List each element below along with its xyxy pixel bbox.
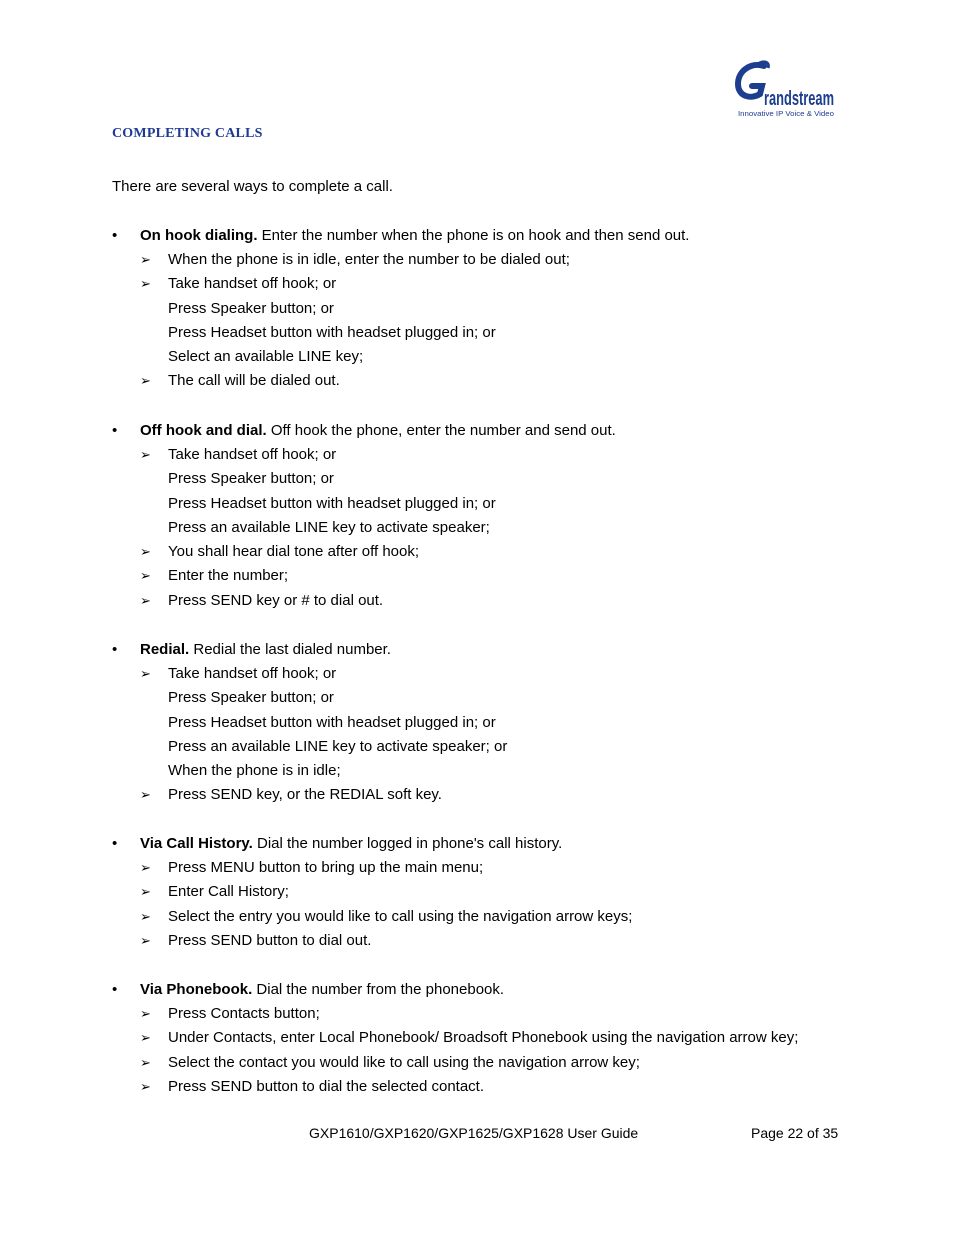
arrow-bullet-icon: ➢ bbox=[140, 908, 151, 924]
step-text: Take handset off hook; or bbox=[168, 275, 337, 293]
arrow-bullet-icon: ➢ bbox=[140, 1078, 151, 1094]
bullet-text bbox=[140, 641, 391, 659]
arrow-bullet-icon: ➢ bbox=[140, 276, 151, 292]
step-text: Press an available LINE key to activate speaker; bbox=[168, 518, 490, 536]
bullet-icon: • bbox=[112, 981, 118, 998]
step-text: Press MENU button to bring up the main menu; bbox=[168, 859, 484, 876]
bullet-item bbox=[112, 835, 852, 859]
method-title: Via Call History. bbox=[140, 835, 253, 852]
step-item bbox=[112, 932, 852, 956]
bullet-text bbox=[140, 227, 689, 245]
method-title: On hook dialing. bbox=[140, 227, 258, 244]
method-title: Off hook and dial. bbox=[140, 422, 267, 439]
step-item bbox=[112, 762, 852, 786]
step-text: Press SEND key or # to dial out. bbox=[168, 591, 384, 609]
step-item bbox=[112, 446, 852, 470]
step-text: Select the entry you would like to call using the navigation arrow keys; bbox=[168, 907, 633, 925]
call-method-section bbox=[112, 227, 852, 397]
step-item bbox=[112, 519, 852, 543]
logo-wordmark: randstream bbox=[764, 88, 834, 110]
arrow-bullet-icon: ➢ bbox=[140, 1006, 151, 1021]
step-text: Press SEND button to dial the selected contact. bbox=[168, 1077, 485, 1095]
step-text: Press Headset button with headset plugged in; or bbox=[168, 323, 496, 341]
step-text: Press Speaker button; or bbox=[168, 470, 334, 488]
footer-guide-title: GXP1610/GXP1620/GXP1625/GXP1628 User Guide bbox=[309, 1125, 639, 1141]
arrow-bullet-icon: ➢ bbox=[140, 860, 151, 875]
step-item bbox=[112, 738, 852, 762]
step-item bbox=[112, 470, 852, 494]
bullet-icon: • bbox=[112, 641, 118, 658]
bullet-icon: • bbox=[112, 227, 118, 244]
step-text: Press Headset button with headset plugged in; or bbox=[168, 713, 496, 731]
method-description: Dial the number from the phonebook. bbox=[252, 981, 505, 998]
call-method-section bbox=[112, 981, 852, 1102]
arrow-bullet-icon: ➢ bbox=[140, 932, 151, 948]
step-text: The call will be dialed out. bbox=[168, 372, 340, 390]
step-text: Press Contacts button; bbox=[168, 1005, 320, 1022]
arrow-bullet-icon: ➢ bbox=[140, 884, 151, 900]
step-item bbox=[112, 275, 852, 299]
step-item bbox=[112, 714, 852, 738]
grandstream-logo bbox=[734, 60, 838, 118]
step-text: Press an available LINE key to activate speaker; or bbox=[168, 737, 508, 755]
step-text: Select an available LINE key; bbox=[168, 348, 364, 366]
grandstream-logo-icon bbox=[734, 60, 838, 118]
step-text: Under Contacts, enter Local Phonebook/ Broadsoft Phonebook using the navigation arrow key; bbox=[168, 1029, 799, 1047]
section-heading: COMPLETING CALLS bbox=[112, 126, 263, 141]
call-method-section bbox=[112, 835, 852, 956]
step-item bbox=[112, 592, 852, 616]
method-title: Redial. bbox=[140, 641, 190, 658]
arrow-bullet-icon: ➢ bbox=[140, 592, 151, 608]
step-text: Press Speaker button; or bbox=[168, 299, 334, 317]
step-item bbox=[112, 372, 852, 396]
arrow-bullet-icon: ➢ bbox=[140, 252, 151, 267]
call-method-section bbox=[112, 422, 852, 616]
method-description: Enter the number when the phone is on hook and then send out. bbox=[257, 227, 690, 244]
bullet-icon: • bbox=[112, 835, 118, 852]
footer-page-number: Page 22 of 35 bbox=[751, 1125, 839, 1141]
method-description: Dial the number logged in phone's call history. bbox=[252, 835, 563, 852]
step-item bbox=[112, 251, 852, 275]
step-item bbox=[112, 1005, 852, 1029]
step-text: Press SEND key, or the REDIAL soft key. bbox=[168, 786, 442, 804]
step-text: Press Headset button with headset plugged in; or bbox=[168, 494, 496, 512]
step-item bbox=[112, 908, 852, 932]
step-item bbox=[112, 859, 852, 883]
step-text: Press Speaker button; or bbox=[168, 689, 334, 707]
bullet-text bbox=[140, 422, 616, 440]
step-text: Press SEND button to dial out. bbox=[168, 931, 372, 949]
method-description: Off hook the phone, enter the number and send out. bbox=[266, 422, 616, 439]
step-text: Enter the number; bbox=[168, 567, 289, 585]
arrow-bullet-icon: ➢ bbox=[140, 544, 151, 560]
bullet-item bbox=[112, 227, 852, 251]
step-text: Enter Call History; bbox=[168, 883, 289, 901]
arrow-bullet-icon: ➢ bbox=[140, 568, 151, 584]
step-item bbox=[112, 665, 852, 689]
bullet-text bbox=[140, 981, 504, 999]
step-item bbox=[112, 300, 852, 324]
step-text: You shall hear dial tone after off hook; bbox=[168, 543, 420, 561]
step-item bbox=[112, 1054, 852, 1078]
method-title: Via Phonebook. bbox=[140, 981, 253, 998]
intro-text: There are several ways to complete a call. bbox=[112, 178, 393, 195]
bullet-item bbox=[112, 641, 852, 665]
method-description: Redial the last dialed number. bbox=[189, 641, 391, 658]
step-item bbox=[112, 883, 852, 907]
arrow-bullet-icon: ➢ bbox=[140, 373, 151, 389]
step-item bbox=[112, 324, 852, 348]
step-item bbox=[112, 567, 852, 591]
arrow-bullet-icon: ➢ bbox=[140, 1054, 151, 1070]
step-text: When the phone is in idle; bbox=[168, 762, 341, 780]
step-item bbox=[112, 543, 852, 567]
step-text: Take handset off hook; or bbox=[168, 665, 337, 682]
step-item bbox=[112, 1078, 852, 1102]
arrow-bullet-icon: ➢ bbox=[140, 787, 151, 803]
bullet-item bbox=[112, 981, 852, 1005]
step-text: Take handset off hook; or bbox=[168, 446, 337, 463]
step-text: When the phone is in idle, enter the number to be dialed out; bbox=[168, 251, 570, 268]
step-item bbox=[112, 348, 852, 372]
arrow-bullet-icon: ➢ bbox=[140, 666, 151, 681]
step-item bbox=[112, 786, 852, 810]
call-method-section bbox=[112, 641, 852, 811]
logo-tagline: Innovative IP Voice & Video bbox=[738, 109, 834, 118]
arrow-bullet-icon: ➢ bbox=[140, 447, 151, 462]
step-item bbox=[112, 689, 852, 713]
step-text: Select the contact you would like to call using the navigation arrow key; bbox=[168, 1053, 640, 1071]
step-item bbox=[112, 495, 852, 519]
arrow-bullet-icon: ➢ bbox=[140, 1030, 151, 1046]
bullet-item bbox=[112, 422, 852, 446]
bullet-text bbox=[140, 835, 562, 853]
step-item bbox=[112, 1029, 852, 1053]
bullet-icon: • bbox=[112, 422, 118, 439]
